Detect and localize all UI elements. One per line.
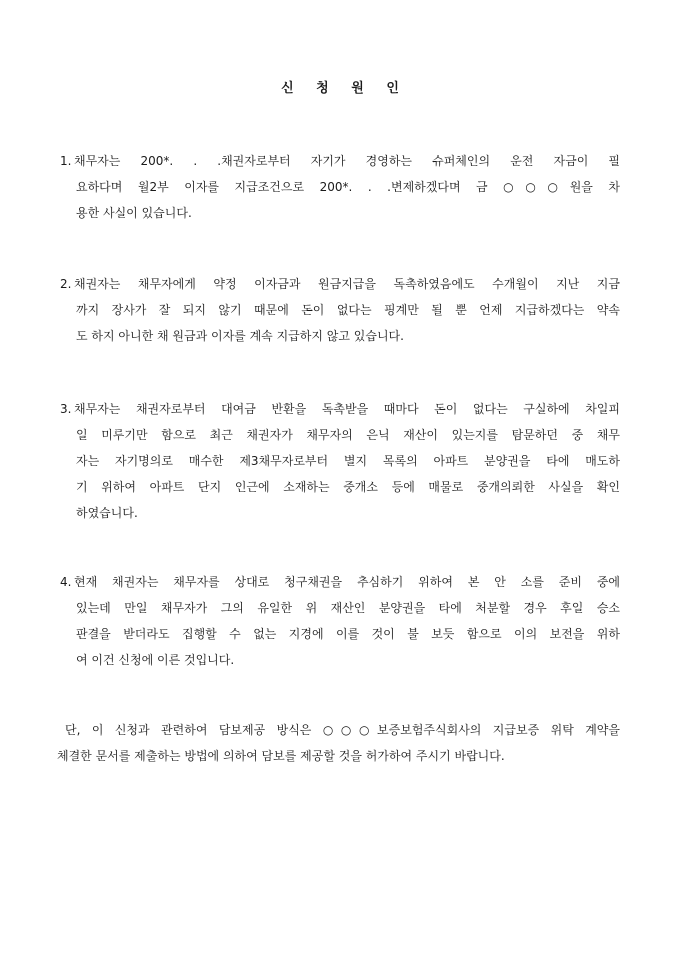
- reason-item-4: [60, 569, 620, 673]
- item-line: 요하다며 월2부 이자를 지급조건으로 200*. . .변제하겠다며 금 ○○○원을 차: [76, 180, 620, 194]
- item-line: 하였습니다.: [76, 506, 138, 520]
- item-line: 용한 사실이 있습니다.: [76, 206, 192, 220]
- item-line: 도 하지 아니한 채 원금과 이자를 계속 지급하지 않고 있습니다.: [76, 329, 404, 343]
- reason-item-1: [60, 148, 620, 226]
- note-line: 단, 이 신청과 관련하여 담보제공 방식은 ○○○보증보험주식회사의 지급보증 위탁 계약을: [65, 723, 620, 737]
- item-number: 1.: [60, 154, 72, 168]
- item-number: 3.: [60, 402, 72, 416]
- item-line: 까지 장사가 잘 되지 않기 때문에 돈이 없다는 핑계만 될 뿐 언제 지급하겠다는 약속: [76, 303, 620, 317]
- item-line: 채무자는 채권자로부터 대여금 반환을 독촉받을 때마다 돈이 없다는 구실하에 차일피: [74, 402, 620, 416]
- item-line: 판결을 받더라도 집행할 수 없는 지경에 이를 것이 불 보듯 함으로 이의 보전을 위하: [76, 627, 620, 641]
- item-line: 채무자는 200*. . .채권자로부터 자기가 경영하는 슈퍼체인의 운전 자금이 필: [74, 154, 620, 168]
- item-line: 채권자는 채무자에게 약정 이자금과 원금지급을 독촉하였음에도 수개월이 지난 지금: [74, 277, 620, 291]
- reason-item-2: [60, 271, 620, 349]
- note-line: 체결한 문서를 제출하는 방법에 의하여 담보를 제공할 것을 허가하여 주시기 바랍니다.: [57, 749, 505, 763]
- item-line: 있는데 만일 채무자가 그의 유일한 위 재산인 분양권을 타에 처분할 경우 후일 승소: [76, 601, 620, 615]
- document-title: 신 청 원 인: [281, 81, 408, 96]
- item-line: 기 위하여 아파트 단지 인근에 소재하는 중개소 등에 매물로 중개의뢰한 사실을 확인: [76, 480, 620, 494]
- item-line: 현재 채권자는 채무자를 상대로 청구채권을 추심하기 위하여 본 안 소를 준비 중에: [74, 575, 620, 589]
- item-number: 4.: [60, 575, 72, 589]
- item-line: 자는 자기명의로 매수한 제3채무자로부터 별지 목록의 아파트 분양권을 타에 매도하: [76, 454, 620, 468]
- item-line: 여 이건 신청에 이른 것입니다.: [76, 653, 235, 667]
- security-note: [57, 717, 620, 769]
- item-line: 일 미루기만 함으로 최근 채권자가 채무자의 은닉 재산이 있는지를 탐문하던 중 채무: [76, 428, 620, 442]
- reason-item-3: [60, 396, 620, 526]
- item-number: 2.: [60, 277, 72, 291]
